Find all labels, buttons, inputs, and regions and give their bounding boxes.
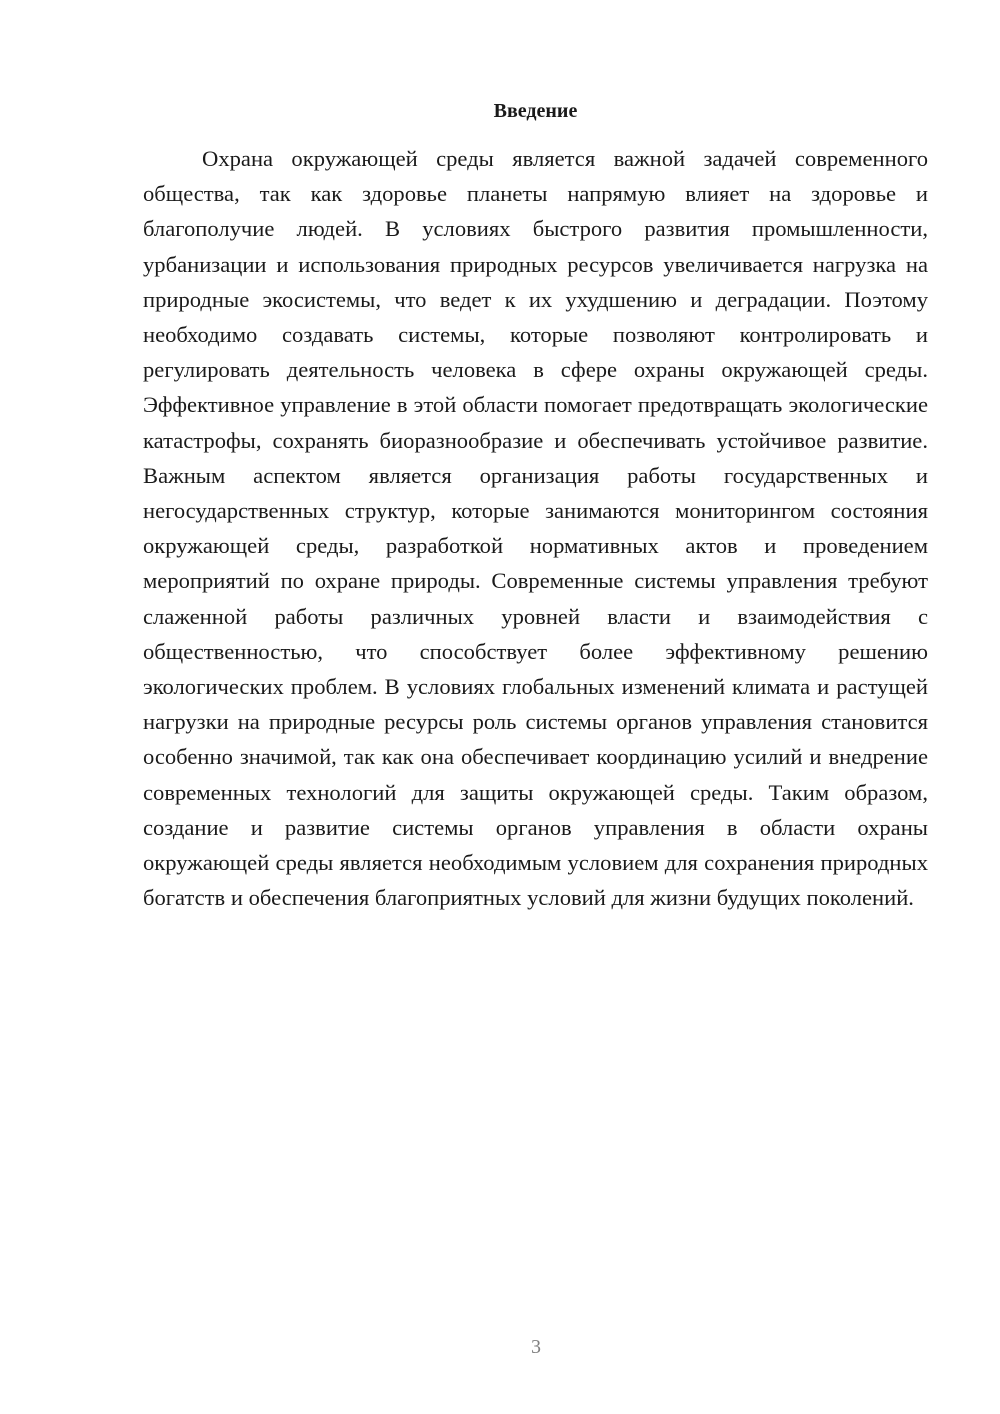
- body-paragraph: Охрана окружающей среды является важной задачей современного общества, так как здоровье планеты напрямую влияет на здоровье и благополучие людей. В условиях быстрого развития промышленности, урбанизации и использования природных ресурсов увеличивается нагрузка на природные экосистемы, что ведет к их ухудшению и деградации. Поэтому необходимо создавать системы, которые позволяют контролировать и регулировать деятельность человека в сфере охраны окружающей среды. Эффективное управление в этой области помогает предотвращать экологические катастрофы, сохранять биоразнообразие и обеспечивать устойчивое развитие. Важным аспектом является организация работы государственных и негосударственных структур, которые занимаются мониторингом состояния окружающей среды, разработкой нормативных актов и проведением мероприятий по охране природы. Современные системы управления требуют слаженной работы различных уровней власти и взаимодействия с общественностью, что способствует более эффективному решению экологических проблем. В условиях глобальных изменений климата и растущей нагрузки на природные ресурсы роль системы органов управления становится особенно значимой, так как она обеспечивает координацию усилий и внедрение современных технологий для защиты окружающей среды. Таким образом, создание и развитие системы органов управления в области охраны окружающей среды является необходимым условием для сохранения природных богатств и обеспечения благоприятных условий для жизни будущих поколений.: [143, 146, 928, 911]
- page-title: Введение: [493, 100, 578, 122]
- page-number: 3: [531, 1336, 541, 1358]
